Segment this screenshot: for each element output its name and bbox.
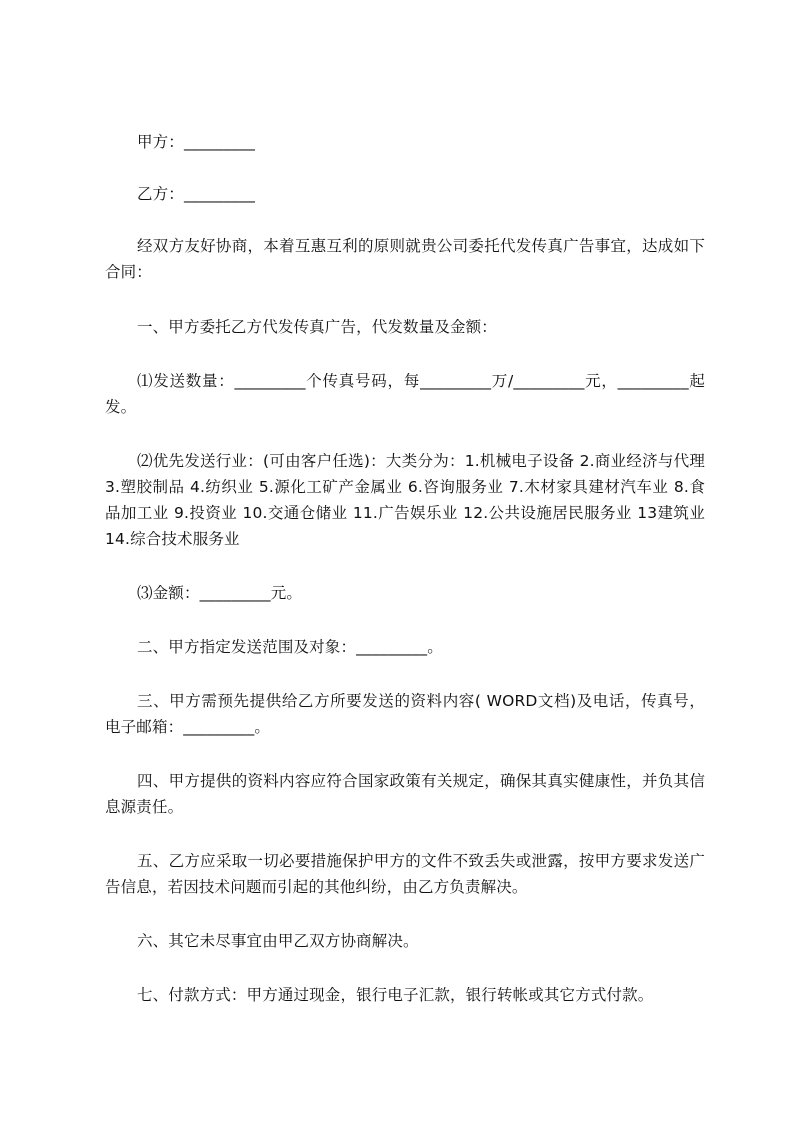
clause-5: 五、乙方应采取一切必要措施保护甲方的文件不致丢失或泄露，按甲方要求发送广告信息，若因技术问题而引起的其他纠纷，由乙方负责解决。 <box>105 852 705 896</box>
clause-4: 四、甲方提供的资料内容应符合国家政策有关规定，确保其真实健康性，并负其信息源责任。 <box>105 772 705 816</box>
clause-1-item-2: ⑵优先发送行业：(可由客户任选)：大类分为：1.机械电子设备 2.商业经济与代理 3.塑胶制品 4.纺织业 5.源化工矿产金属业 6.咨询服务业 7.木材家具建材汽车业 8.食品加工业 9.投资业 10.交通仓储业 11.广告娱乐业 12.公共设施居民服务业 13建筑业 14.综合技术服务业 <box>105 452 711 548</box>
clause-7: 七、付款方式：甲方通过现金，银行电子汇款，银行转帐或其它方式付款。 <box>137 986 654 1004</box>
clause-1-item-1: ⑴发送数量：_________个传真号码，每_________万/_________元，_________起发。 <box>105 372 705 416</box>
clause-1-item-3: ⑶金额：_________元。 <box>137 584 303 602</box>
party-a-line: 甲方：_________ <box>137 133 256 151</box>
party-b-line: 乙方：_________ <box>137 185 256 203</box>
clause-3: 三、甲方需预先提供给乙方所要发送的资料内容( WORD文档)及电话，传真号，电子邮箱：_________。 <box>105 692 705 736</box>
clause-1-title: 一、甲方委托乙方代发传真广告，代发数量及金额： <box>137 318 497 336</box>
intro-paragraph: 经双方友好协商，本着互惠互利的原则就贵公司委托代发传真广告事宜，达成如下合同： <box>105 237 705 281</box>
clause-6: 六、其它未尽事宜由甲乙双方协商解决。 <box>137 932 419 950</box>
clause-2: 二、甲方指定发送范围及对象：_________。 <box>137 638 443 656</box>
